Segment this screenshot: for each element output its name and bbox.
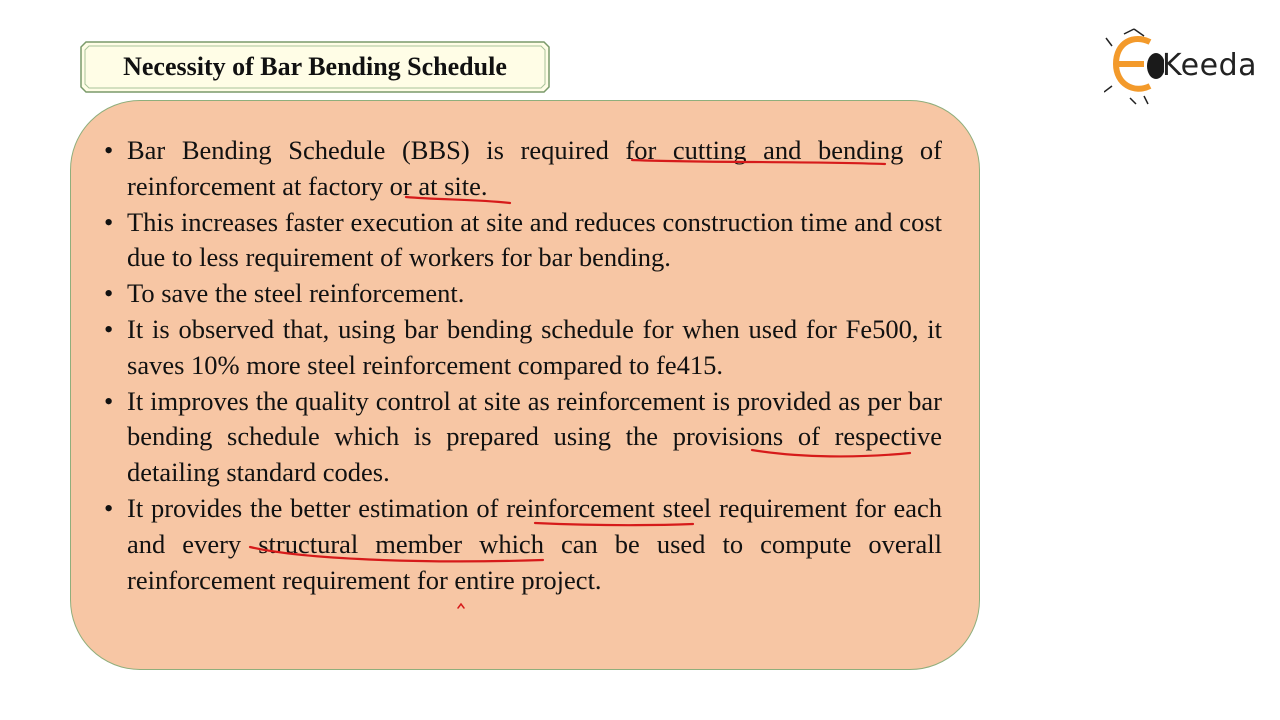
list-item <box>104 276 942 312</box>
bullet-text: To save the steel reinforcement. <box>127 278 465 309</box>
ekeeda-logo <box>1104 26 1264 106</box>
bullet-icon: • <box>104 313 114 344</box>
bullet-icon: • <box>104 206 114 237</box>
bullet-text: This increases faster execution at site and reduces construction time and cost due to less requirement of workers for bar bending. <box>127 206 942 273</box>
title-banner <box>80 40 550 94</box>
bullet-list <box>104 133 942 598</box>
bullet-text: Bar Bending Schedule (BBS) is required for cutting and bending of reinforcement at factory or at site. <box>127 135 942 201</box>
list-item <box>104 491 942 598</box>
bullet-icon: • <box>104 135 114 165</box>
ekeeda-logo-icon <box>1104 26 1164 106</box>
page-title: Necessity of Bar Bending Schedule <box>123 52 507 81</box>
list-item <box>104 205 942 277</box>
bullet-icon: • <box>104 278 114 309</box>
list-item <box>104 312 942 384</box>
list-item <box>104 384 942 491</box>
bullet-text: It is observed that, using bar bending schedule for when used for Fe500, it saves 10% more steel reinforcement compared to fe415. <box>127 313 942 380</box>
bullet-text: It improves the quality control at site as reinforcement is provided as per bar bending schedule which is prepared using the provisions of respective detailing standard codes. <box>127 385 942 488</box>
bullet-icon: • <box>104 385 114 416</box>
list-item <box>104 133 942 205</box>
bullet-text: It provides the better estimation of reinforcement steel requirement for each and every structural member which can be used to compute overall reinforcement requirement for entire project. <box>127 492 942 595</box>
logo-wordmark: Keeda <box>1162 48 1258 83</box>
bullet-icon: • <box>104 492 114 523</box>
